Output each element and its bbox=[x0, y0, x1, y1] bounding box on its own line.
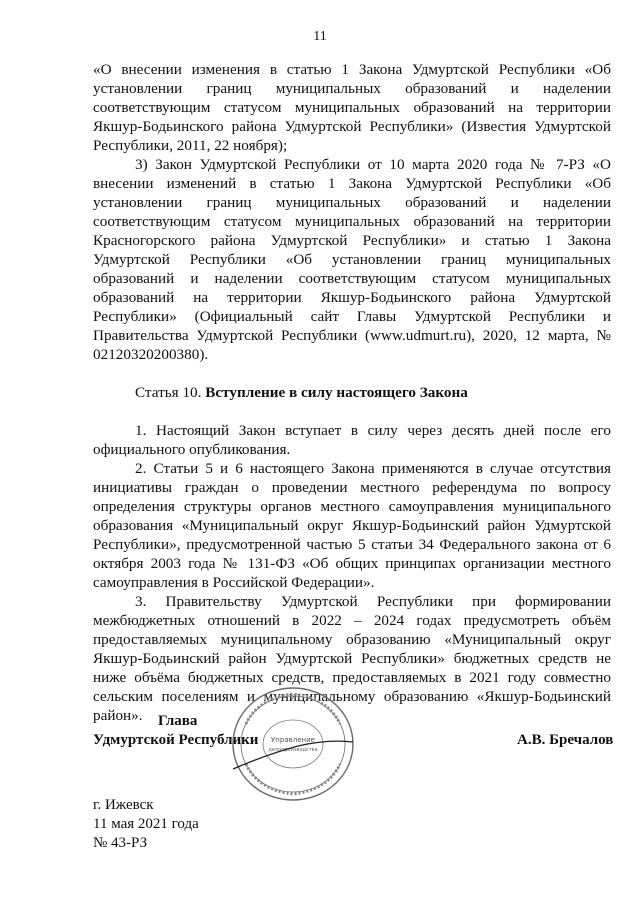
page-number: 11 bbox=[313, 29, 327, 44]
article-heading bbox=[93, 383, 611, 402]
signature-title-line1: Глава bbox=[158, 713, 198, 729]
svg-text:Управление: Управление bbox=[271, 736, 315, 744]
paragraph-continuation: «О внесении изменения в статью 1 Закона Удмуртской Республики «Об установлении границ муниципальных образований и наделении соответствующим статусом муниципальных образований на территории Якшур-Бодьинского района Удмуртской Республики» (Известия Удмуртской Республики, 2011, 22 ноября); bbox=[93, 61, 611, 154]
signatory-name: А.В. Бречалов bbox=[517, 732, 614, 748]
official-seal bbox=[228, 684, 358, 804]
paragraph-item-3: 3) Закон Удмуртской Республики от 10 марта 2020 года № 7-РЗ «О внесении изменений в статью 1 Закона Удмуртской Республики «Об установлении границ муниципальных образований и наделении соответствующим статусом муниципальных образований на территории Красногорского района Удмуртской Республики» и статью 1 Закона Удмуртской Республики «Об установлении границ муниципальных образований и наделении соответствующим статусом муниципальных образований на территории Якшур-Бодьинского района Удмуртской Республики» (Официальный сайт Главы Удмуртской Республики и Правительства Удмуртской Республики (www.udmurt.ru), 2020, 12 марта, № 02120320200380). bbox=[93, 156, 611, 363]
article-title: Вступление в силу настоящего Закона bbox=[205, 384, 468, 401]
signature-title-line2: Удмуртской Республики bbox=[93, 732, 259, 748]
date: 11 мая 2021 года bbox=[93, 816, 199, 832]
svg-text:делопроизводства: делопроизводства bbox=[268, 747, 318, 753]
document-body bbox=[93, 60, 611, 725]
clause-3: 3. Правительству Удмуртской Республики при формировании межбюджетных отношений в 2022 – 2024 годах предусмотреть объём предоставляемых муниципальному образованию «Муниципальный округ Якшур-Бодьинский район Удмуртской Республики» бюджетных средств не ниже объёма бюджетных средств, предоставляемых в 2021 году совместно сельским поселениям и муниципальному образованию «Якшур-Бодьинский район». bbox=[93, 593, 611, 724]
clause-1: 1. Настоящий Закон вступает в силу через десять дней после его официального опубликования. bbox=[93, 422, 611, 458]
city: г. Ижевск bbox=[93, 797, 154, 813]
place-date-block bbox=[93, 796, 199, 853]
law-number: № 43-РЗ bbox=[93, 835, 148, 851]
clause-2: 2. Статьи 5 и 6 настоящего Закона применяются в случае отсутствия инициативы граждан о проведении местного референдума по вопросу определения структуры органов местного самоуправления муниципального образования «Муниципальный округ Якшур-Бодьинский район Удмуртской Республики», предусмотренной частью 5 статьи 34 Федерального закона от 6 октября 2003 года № 131-ФЗ «Об общих принципах организации местного самоуправления в Российской Федерации». bbox=[93, 460, 611, 591]
article-number: Статья 10. bbox=[135, 384, 206, 401]
